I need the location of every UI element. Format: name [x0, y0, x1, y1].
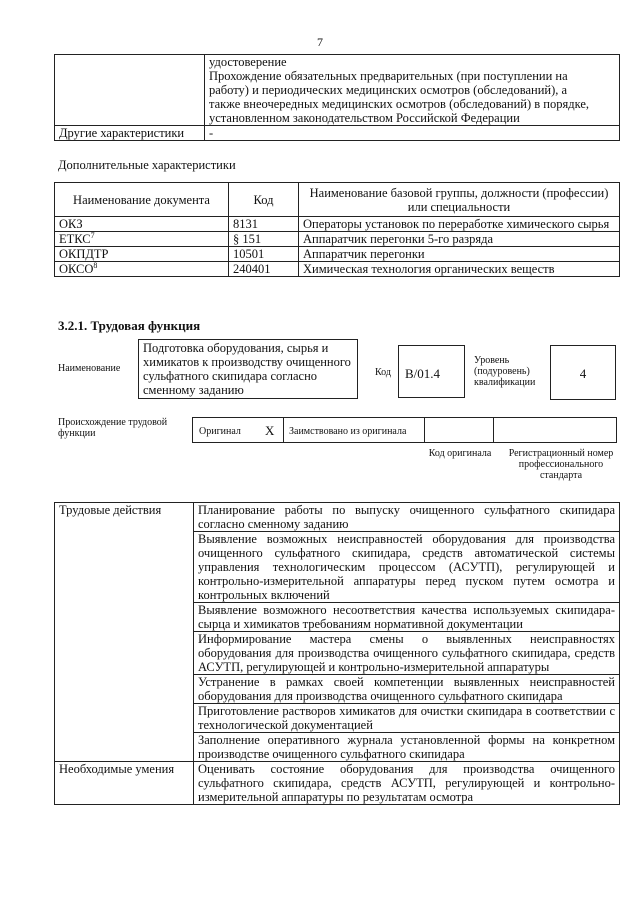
table-row [55, 217, 620, 232]
documents-table [54, 182, 620, 277]
level-label: Уровень (подуровень) квалификации [474, 355, 536, 388]
origin-box [192, 417, 494, 443]
reg-number-box [494, 417, 617, 443]
origin-label: Происхождение трудовой функции [58, 417, 168, 439]
header-code: Код [229, 183, 299, 217]
action-item: Информирование мастера смены о выявленных неисправностях оборудования для производства очищенного сульфатного скипидара, средств АСУТП, регулирующей и контрольно-измерительной аппаратуры [194, 632, 620, 675]
borrowed-label: Заимствовано из оригинала [289, 426, 407, 437]
name-label: Наименование [58, 363, 121, 374]
group-name: Аппаратчик перегонки [299, 247, 620, 262]
qualification-level: 4 [550, 345, 616, 400]
reg-number-caption: Регистрационный номер профессионального стандарта [508, 448, 614, 481]
divider [424, 418, 425, 442]
requirement-line: Прохождение обязательных предварительных (при поступлении на [209, 69, 568, 83]
additional-characteristics-caption: Дополнительные характеристики [58, 158, 236, 172]
action-item: Выявление возможного несоответствия качества используемых скипидара-сырца и химикатов требованиям нормативной документации [194, 603, 620, 632]
skills-label: Необходимые умения [55, 762, 194, 805]
action-item: Планирование работы по выпуску очищенного сульфатного скипидара согласно сменному заданию [194, 503, 620, 532]
doc-name: ОКПДТР [55, 247, 229, 262]
table-row [55, 247, 620, 262]
doc-code: 10501 [229, 247, 299, 262]
function-code: В/01.4 [398, 345, 465, 398]
original-label: Оригинал [199, 426, 241, 437]
table-row [55, 503, 620, 532]
action-item: Выявление возможных неисправностей оборудования для производства очищенного сульфатного скипидара, средств автоматической системы управления технологическим процессом (АСУТП), регулирующей и контрольно-измерительной аппаратуры перед пуском путем осмотра и контрольных включений [194, 532, 620, 603]
table-row [55, 762, 620, 805]
section-title: 3.2.1. Трудовая функция [58, 318, 201, 333]
requirement-line: удостоверение [209, 55, 287, 69]
actions-label: Трудовые действия [55, 503, 194, 762]
doc-name: ОКСО$^8$ [55, 262, 229, 277]
requirement-line: также внеочередных медицинских осмотров (обследований) в порядке, [209, 97, 590, 111]
table-row [55, 262, 620, 277]
page-number: 7 [317, 35, 323, 49]
requirements-cell [205, 55, 620, 126]
group-name: Аппаратчик перегонки 5-го разряда [299, 232, 620, 247]
code-original-caption: Код оригинала [428, 448, 492, 459]
empty-cell [55, 55, 205, 126]
requirement-line: установленном законодательством Российской Федерации [209, 111, 520, 125]
action-item: Устранение в рамках своей компетенции выявленных неисправностей оборудования для производства очищенного сульфатного скипидара [194, 675, 620, 704]
table-row [55, 232, 620, 247]
header-group-name: Наименование базовой группы, должности (профессии) или специальности [299, 183, 620, 217]
original-mark: X [265, 423, 275, 438]
doc-code: 240401 [229, 262, 299, 277]
action-item: Приготовление растворов химикатов для очистки скипидара в соответствии с технологической документацией [194, 704, 620, 733]
labor-actions-table [54, 502, 620, 805]
group-name: Химическая технология органических веществ [299, 262, 620, 277]
qualification-table [54, 54, 620, 141]
function-name: Подготовка оборудования, сырья и химикатов к производству очищенного сульфатного скипидара согласно сменному заданию [138, 339, 358, 399]
doc-code: 8131 [229, 217, 299, 232]
requirement-line: работу) и периодических медицинских осмотров (обследований), а [209, 83, 568, 97]
divider [283, 418, 284, 442]
action-item: Заполнение оперативного журнала установленной формы на конкретном производстве очищенного сульфатного скипидара [194, 733, 620, 762]
group-name: Операторы установок по переработке химического сырья [299, 217, 620, 232]
footnote-ref: 7 [90, 230, 95, 240]
doc-name: ЕТКС$^7$ [55, 232, 229, 247]
code-label: Код [375, 367, 391, 378]
footnote-ref: 8 [93, 260, 98, 270]
other-characteristics-label: Другие характеристики [55, 126, 205, 141]
header-document: Наименование документа [55, 183, 229, 217]
skill-item: Оценивать состояние оборудования для производства очищенного сульфатного скипидара, средств АСУТП, регулирующей и контрольно-измерительной аппаратуры по результатам осмотра [194, 762, 620, 805]
doc-code: § 151 [229, 232, 299, 247]
other-characteristics-value: - [205, 126, 620, 141]
doc-name: ОКЗ [55, 217, 229, 232]
